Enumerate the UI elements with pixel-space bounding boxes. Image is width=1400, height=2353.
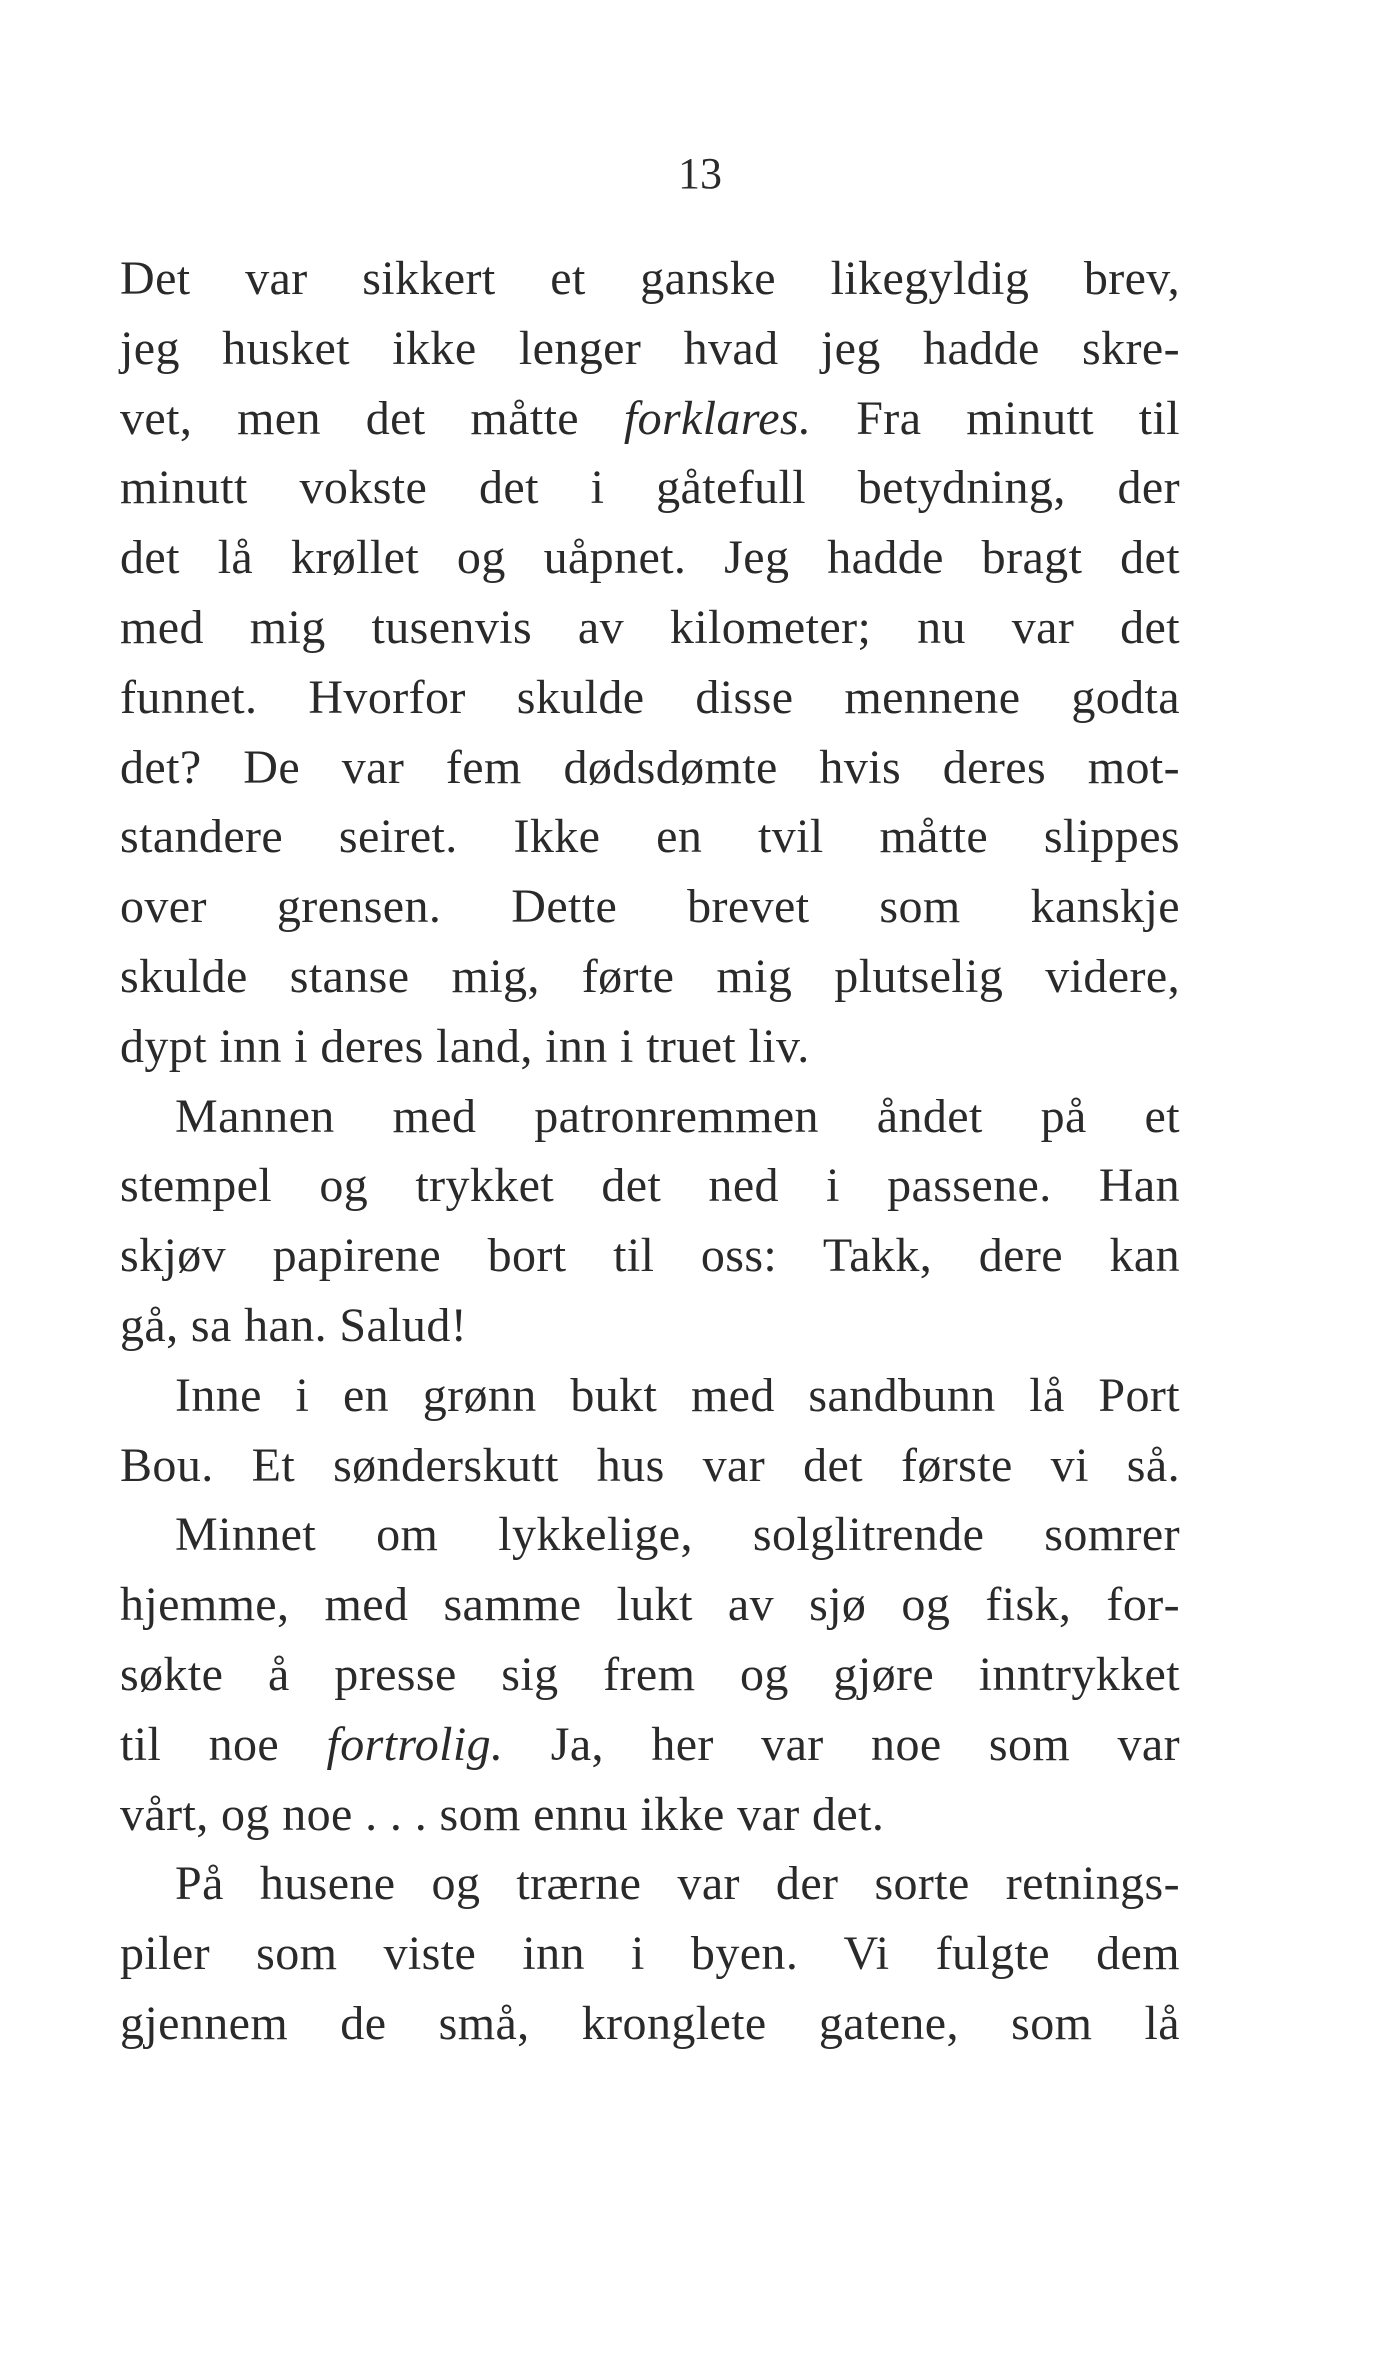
text-line: det? De var fem dødsdømte hvis deres mot‐: [120, 740, 1180, 794]
text-line: jeg husket ikke lenger hvad jeg hadde skre‐: [120, 321, 1180, 375]
text-line: standere seiret. Ikke en tvil måtte slippes: [120, 810, 1180, 864]
text-line: stempel og trykket det ned i passene. Han: [120, 1159, 1180, 1213]
text-line: Minnet om lykkelige, solglitrende somrer: [175, 1508, 1180, 1562]
text-line: hjemme, med samme lukt av sjø og fisk, for‐: [120, 1578, 1180, 1632]
text-line: gjennem de små, kronglete gatene, som lå: [120, 1996, 1180, 2050]
text-line: med mig tusenvis av kilometer; nu var det: [120, 600, 1180, 654]
text-line: vårt, og noe . . . som ennu ikke var det.: [120, 1787, 885, 1841]
page-number: 13: [678, 149, 722, 198]
text-line: piler som viste inn i byen. Vi fulgte dem: [120, 1927, 1180, 1981]
text-line: På husene og trærne var der sorte retnings‐: [175, 1857, 1180, 1911]
text-line: gå, sa han. Salud!: [120, 1298, 468, 1352]
text-line: det lå krøllet og uåpnet. Jeg hadde bragt det: [120, 531, 1180, 585]
text-line: over grensen. Dette brevet som kanskje: [120, 880, 1180, 934]
text-line: funnet. Hvorfor skulde disse mennene godta: [120, 670, 1180, 724]
text-line: Det var sikkert et ganske likegyldig brev,: [120, 252, 1180, 305]
text-line: dypt inn i deres land, inn i truet liv.: [120, 1019, 810, 1073]
text-line: minutt vokste det i gåtefull betydning, der: [120, 461, 1180, 515]
text-line: søkte å presse sig frem og gjøre inntrykket: [120, 1647, 1180, 1701]
italic-word: forklares.: [623, 391, 812, 445]
text-line: skjøv papirene bort til oss: Takk, dere kan: [120, 1229, 1180, 1283]
text-line: til noe fortrolig. Ja, her var noe som var: [120, 1717, 1180, 1771]
italic-word: fortrolig.: [326, 1717, 504, 1771]
text-line: skulde stanse mig, førte mig plutselig videre,: [120, 949, 1180, 1003]
text-line: Bou. Et sønderskutt hus var det første vi så.: [120, 1438, 1180, 1492]
text-line: Mannen med patronremmen åndet på et: [175, 1089, 1180, 1143]
body-text: [120, 244, 1180, 2059]
text-line: Inne i en grønn bukt med sandbunn lå Port: [175, 1368, 1180, 1422]
text-line: vet, men det måtte forklares. Fra minutt til: [120, 391, 1180, 445]
